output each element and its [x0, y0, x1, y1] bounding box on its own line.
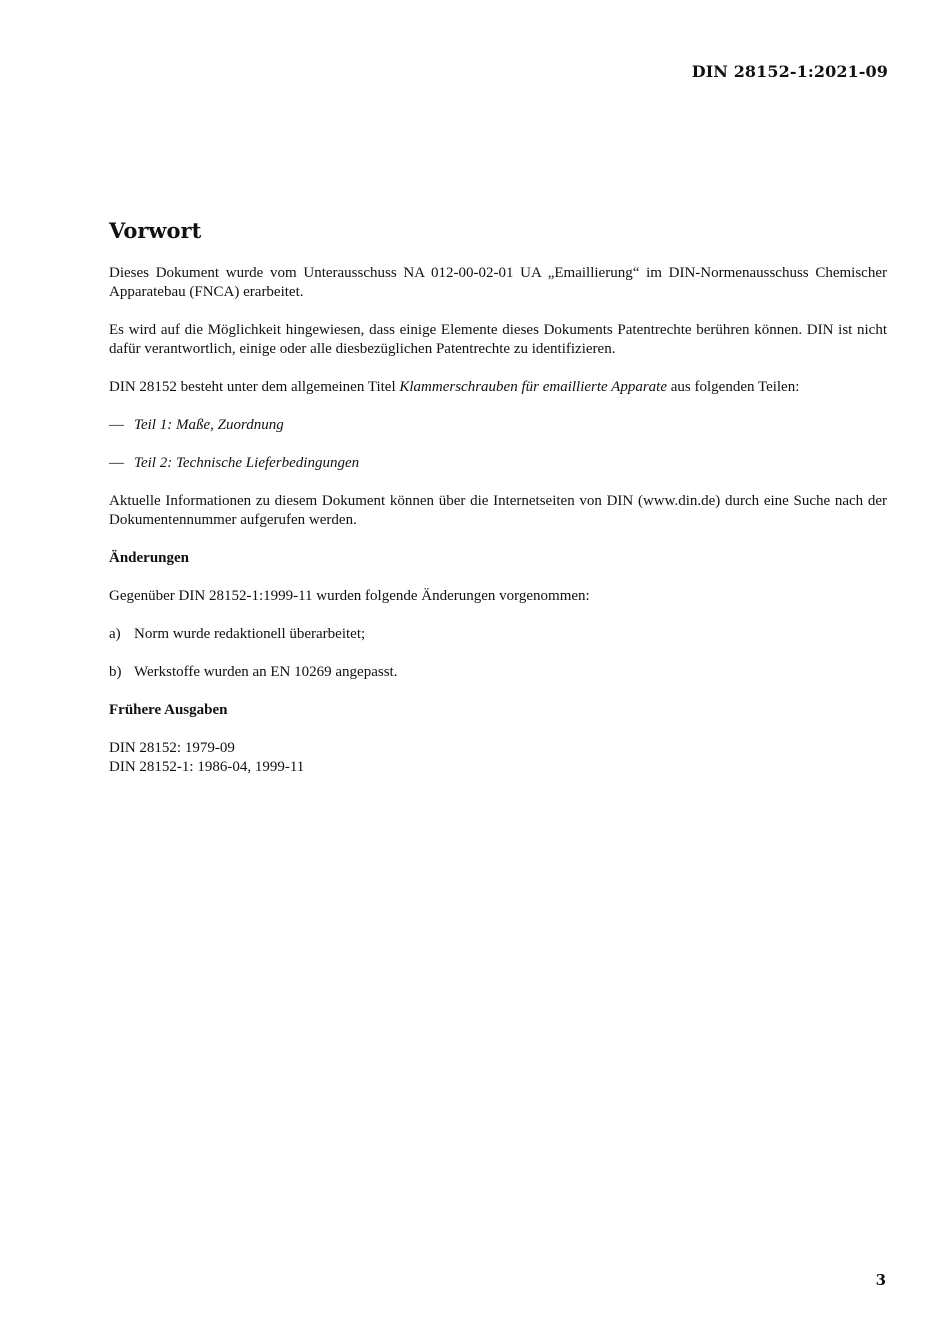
change-b-text: Werkstoffe wurden an EN 10269 angepasst. [134, 664, 398, 680]
change-a-text: Norm wurde redaktionell überarbeitet; [134, 626, 366, 642]
parts-intro-suffix: aus folgenden Teilen: [667, 379, 800, 395]
list-item-part-2 [109, 454, 887, 473]
list-marker-a: a) [109, 626, 121, 642]
part-2-title: Teil 2: Technische Lieferbedingungen [134, 455, 360, 471]
previous-editions-list [109, 739, 887, 777]
edition-line-1: DIN 28152: 1979-09 [109, 740, 235, 756]
list-item-part-1 [109, 416, 887, 435]
general-title: Klammerschrauben für emaillierte Apparate [399, 379, 667, 395]
foreword-paragraph-patents: Es wird auf die Möglichkeit hingewiesen, dass einige Elemente dieses Dokuments Patentrechte berühren können. DIN ist nicht dafür verantwortlich, einige oder alle diesbezüglichen Patentrechte zu identifizieren. [109, 322, 887, 357]
foreword-paragraph-committee: Dieses Dokument wurde vom Unterausschuss NA 012-00-02-01 UA „Emaillierung“ im DIN-Normenausschuss Chemischer Apparatebau (FNCA) erarbeitet. [109, 265, 887, 300]
section-heading-changes: Änderungen [109, 550, 190, 566]
document-body [109, 219, 887, 777]
section-heading-previous-editions: Frühere Ausgaben [109, 702, 228, 718]
list-item-change-a [109, 625, 887, 644]
dash-marker: — [109, 417, 124, 433]
dash-marker: — [109, 455, 124, 471]
foreword-paragraph-parts [109, 378, 887, 397]
changes-intro: Gegenüber DIN 28152-1:1999-11 wurden folgende Änderungen vorgenommen: [109, 588, 590, 604]
list-marker-b: b) [109, 664, 122, 680]
parts-intro-text: DIN 28152 besteht unter dem allgemeinen Titel [109, 379, 400, 395]
page-number: 3 [875, 1271, 886, 1289]
section-title-foreword: Vorwort [109, 218, 202, 243]
foreword-paragraph-info: Aktuelle Informationen zu diesem Dokument können über die Internetseiten von DIN (www.din.de) durch eine Suche nach der Dokumentennummer aufgerufen werden. [109, 493, 887, 528]
list-item-change-b [109, 663, 887, 682]
part-1-title: Teil 1: Maße, Zuordnung [134, 417, 284, 433]
document-id-header: DIN 28152-1:2021-09 [691, 62, 888, 81]
edition-line-2: DIN 28152-1: 1986-04, 1999-11 [109, 759, 305, 775]
